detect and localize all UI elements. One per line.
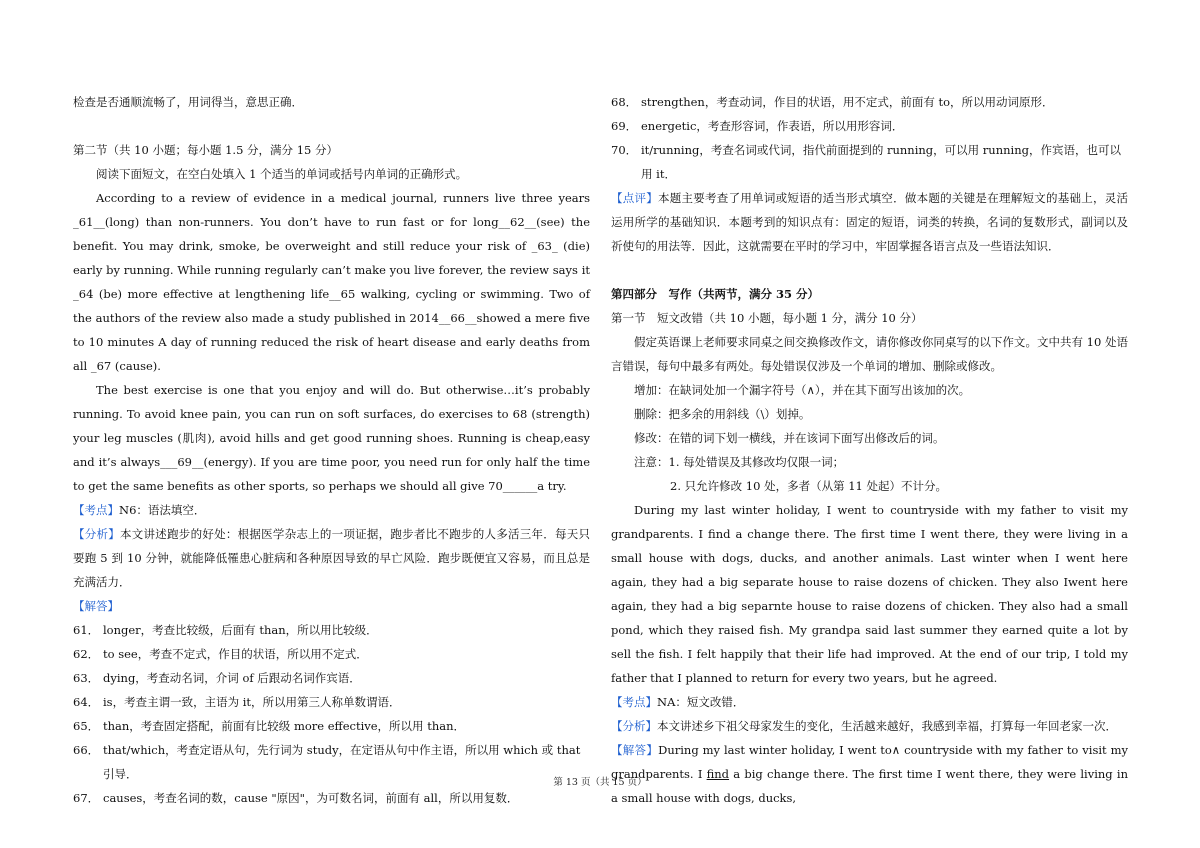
kaodian-tag: 【考点】	[611, 695, 657, 709]
answer-number: 66．	[73, 743, 100, 757]
passage-paragraph-1: According to a review of evidence in a medical journal, runners live three years _61__(long) than non-runners. You don’t have to run fast or for long__62__(see) the benefit. You may drink, smoke, be overweight and still reduce your risk of _63_ (die) early by running. While running regularly can’t make you live forever, the review says it _64 (be) more effective at lengthening life__65 walking, cycling or swimming. Two of the authors of the review also made a study published in 2014__66__showed a mere five to 10 minutes A day of running reduced the risk of heart disease and early deaths from all _67 (cause).	[73, 191, 590, 373]
answer-item	[73, 618, 590, 642]
answer-number: 63．	[73, 671, 100, 685]
instruction-delete: 删除：把多余的用斜线（\）划掉。	[634, 407, 811, 421]
part4-title: 第四部分 写作（共两节，满分 35 分）	[611, 287, 820, 301]
answer-number: 69．	[611, 119, 638, 133]
jieda-text-a: During my last winter holiday, I went to∧ countryside with my father to visit my grandparents. I	[611, 743, 1128, 781]
fenxi-tag: 【分析】	[611, 719, 657, 733]
kaodian-tag: 【考点】	[73, 503, 119, 517]
fenxi-paragraph	[73, 522, 590, 594]
answer-text: is，考查主谓一致，主语为 it，所以用第三人称单数谓语．	[103, 695, 401, 709]
answer-item	[73, 786, 590, 810]
spacer	[611, 258, 1128, 282]
dianping-tag: 【点评】	[611, 191, 659, 205]
dianping-paragraph	[611, 186, 1128, 258]
answer-text: than，考查固定搭配，前面有比较级 more effective，所以用 than．	[103, 719, 466, 733]
answer-text: causes，考查名词的数，cause "原因"，为可数名词，前面有 all，所以用复数．	[103, 791, 519, 805]
answer-number: 68．	[611, 95, 638, 109]
answer-number: 65．	[73, 719, 100, 733]
answer-text: longer，考查比较级，后面有 than，所以用比较级．	[103, 623, 378, 637]
kaodian-line	[611, 690, 1128, 714]
fenxi-tag: 【分析】	[73, 527, 121, 541]
answer-number: 70．	[611, 143, 638, 157]
dianping-text: 本题主要考查了用单词或短语的适当形式填空．做本题的关键是在理解短文的基础上，灵活运用所学的基础知识．本题考到的知识点有：固定的短语，词类的转换，名词的复数形式，副词以及祈使句的用法等．因此，这就需要在平时的学习中，牢固掌握各语言点及一些语法知识．	[611, 191, 1129, 253]
jieda-line	[73, 594, 590, 618]
jieda-tag: 【解答】	[73, 599, 119, 613]
left-column	[73, 90, 590, 810]
note-1: 注意：1. 每处错误及其修改均仅限一词；	[634, 455, 845, 469]
right-column	[611, 90, 1128, 810]
answer-text: to see，考查不定式，作目的状语，所以用不定式．	[103, 647, 368, 661]
answer-text: strengthen，考查动词，作目的状语，用不定式，前面有 to，所以用动词原形．	[641, 95, 1054, 109]
kaodian-text: NA：短文改错．	[657, 695, 745, 709]
spacer	[73, 114, 590, 138]
jieda-underlined-word: find	[706, 767, 730, 781]
answer-item	[73, 714, 590, 738]
answer-item	[73, 642, 590, 666]
essay-passage: During my last winter holiday, I went to countryside with my father to visit my grandparents. I find a change there. The first time I went there, they were living in a small house with dogs, ducks, and another animals. Last winter when I went here again, they had a big separate house to raise dozens of chicken. They also Iwent here again, they had a big separnte house to raise dozens of chicken. They also had a small pond, which they raised fish. My grandpa said last summer they earned quite a lot by sell the fish. I felt happily that their life had improved. At the end of our trip, I told my father that I planned to return for every two years, but he agreed.	[611, 503, 1128, 685]
section2-title: 第二节（共 10 小题；每小题 1.5 分，满分 15 分）	[73, 143, 338, 157]
answer-text: dying，考查动名词，介词 of 后跟动名词作宾语．	[103, 671, 361, 685]
note-2	[611, 474, 1128, 498]
instruction-add: 增加：在缺词处加一个漏字符号（∧），并在其下面写出该加的次。	[634, 383, 971, 397]
section1-title: 第一节 短文改错（共 10 小题，每小题 1 分，满分 10 分）	[611, 311, 923, 325]
answer-number: 62．	[73, 647, 100, 661]
fenxi-text: 本文讲述乡下祖父母家发生的变化，生活越来越好，我感到幸福，打算每一年回老家一次．	[657, 719, 1117, 733]
answer-text: energetic，考查形容词，作表语，所以用形容词．	[641, 119, 904, 133]
answer-item	[611, 114, 1128, 138]
section2-instructions: 阅读下面短文，在空白处填入 1 个适当的单词或括号内单词的正确形式。	[96, 167, 468, 181]
answer-item	[611, 138, 1128, 186]
page-footer: 第 13 页（共 15 页）	[553, 777, 647, 788]
answer-number: 67．	[73, 791, 100, 805]
kaodian-line	[73, 498, 590, 522]
answer-item	[611, 90, 1128, 114]
answer-number: 61．	[73, 623, 100, 637]
answer-number: 64．	[73, 695, 100, 709]
answer-text: that/which，考查定语从句，先行词为 study，在定语从句中作主语，所以用 which 或 that 引导．	[103, 743, 581, 781]
instructions-paragraph: 假定英语课上老师要求同桌之间交换修改作文，请你修改你同桌写的以下作文。文中共有 10 处语言错误，每句中最多有两处。每处错误仅涉及一个单词的增加、删除或修改。	[611, 335, 1128, 373]
jieda-text-b: a big change there. The first time I went there, they were living in a small house with dogs, ducks,	[611, 767, 1128, 805]
answer-text: it/running，考查名词或代词，指代前面提到的 running，可以用 running，作宾语，也可以用 it．	[641, 143, 1121, 181]
kaodian-text: N6：语法填空．	[119, 503, 206, 517]
passage-paragraph-2: The best exercise is one that you enjoy and will do. But otherwise…it’s probably running. To avoid knee pain, you can run on soft surfaces, do exercises to 68 (strength) your leg muscles (肌肉), avoid hills and get good running shoes. Running is cheap,easy and it’s always___69__(energy). If you are time poor, you need run for only half the time to get the same benefits as other sports, so perhaps we should all give 70______a try.	[73, 383, 590, 493]
answer-list-right	[611, 90, 1128, 186]
fenxi-text: 本文讲述跑步的好处：根据医学杂志上的一项证据，跑步者比不跑步的人多活三年．每天只要跑 5 到 10 分钟，就能降低罹患心脏病和各种原因导致的早亡风险．跑步既便宜又容易，而且总是充满活力．	[73, 527, 591, 589]
note-2-text: 2. 只允许修改 10 处，多者（从第 11 处起）不计分。	[670, 479, 948, 493]
answer-item	[73, 666, 590, 690]
instruction-modify: 修改：在错的词下划一横线，并在该词下面写出修改后的词。	[634, 431, 945, 445]
answer-item	[73, 690, 590, 714]
intro-line: 检查是否通顺流畅了，用词得当，意思正确．	[73, 95, 303, 109]
fenxi-paragraph	[611, 714, 1128, 738]
jieda-tag: 【解答】	[611, 743, 659, 757]
